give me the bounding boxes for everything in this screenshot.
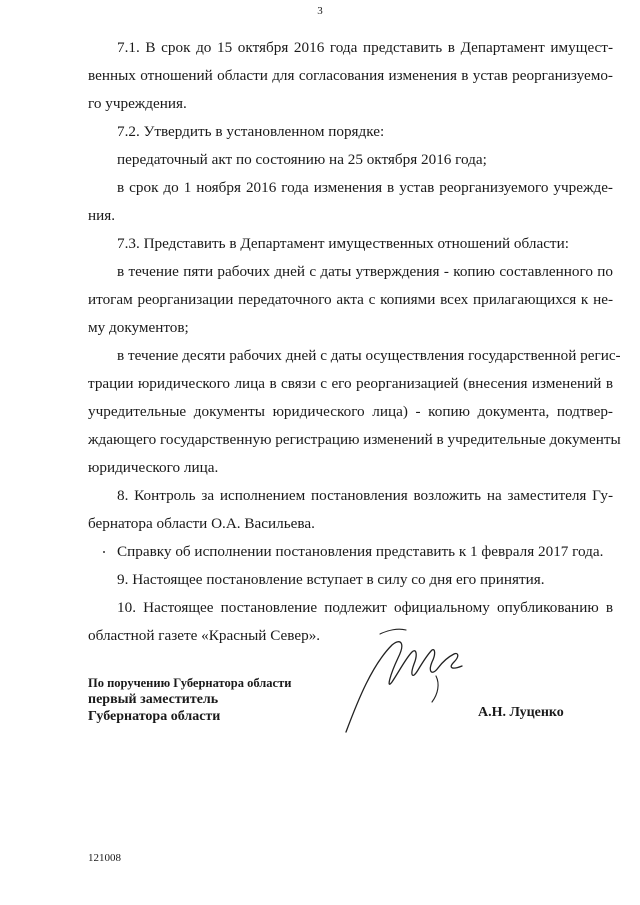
text-line: в срок до 1 ноября 2016 года изменения в устав реорганизуемого учрежде-: [117, 179, 613, 196]
text-line: му документов;: [88, 319, 189, 336]
text-line: ждающего государственную регистрацию изменений в учредительные документы: [88, 431, 621, 448]
text-line: итогам реорганизации передаточного акта с копиями всех прилагающихся к не-: [88, 291, 613, 308]
signature-caption-line2: первый заместитель: [88, 692, 219, 707]
text-line: 7.3. Представить в Департамент имущественных отношений области:: [117, 235, 569, 252]
page-number: 3: [317, 5, 323, 17]
signatory-name: А.Н. Луценко: [478, 705, 564, 720]
text-line: в течение десяти рабочих дней с даты осуществления государственной регис-: [117, 347, 621, 364]
text-line: ния.: [88, 207, 116, 224]
scan-speck: [103, 551, 105, 553]
text-line: го учреждения.: [88, 95, 187, 112]
text-line: передаточный акт по состоянию на 25 октября 2016 года;: [117, 151, 487, 168]
text-line: областной газете «Красный Север».: [88, 627, 321, 644]
text-line: 7.1. В срок до 15 октября 2016 года представить в Департамент имущест-: [117, 39, 613, 56]
text-line: бернатора области О.А. Васильева.: [88, 515, 315, 532]
signature-caption-line1: По поручению Губернатора области: [88, 676, 292, 690]
text-line: 9. Настоящее постановление вступает в силу со дня его принятия.: [117, 571, 545, 588]
text-line: Справку об исполнении постановления представить к 1 февраля 2017 года.: [117, 543, 604, 560]
text-line: 10. Настоящее постановление подлежит официальному опубликованию в: [117, 599, 613, 616]
handwritten-signature: [340, 620, 480, 735]
text-line: в течение пяти рабочих дней с даты утверждения - копию составленного по: [117, 263, 613, 280]
text-line: трации юридического лица в связи с его реорганизацией (внесения изменений в: [88, 375, 613, 392]
text-line: юридического лица.: [88, 459, 219, 476]
text-line: 7.2. Утвердить в установленном порядке:: [117, 123, 385, 140]
text-line: венных отношений области для согласования изменения в устав реорганизуемо-: [88, 67, 613, 84]
text-line: учредительные документы юридического лица) - копию документа, подтвер-: [88, 403, 613, 420]
text-line: 8. Контроль за исполнением постановления возложить на заместителя Гу-: [117, 487, 613, 504]
signature-caption-line3: Губернатора области: [88, 709, 221, 724]
document-code: 121008: [88, 852, 121, 864]
